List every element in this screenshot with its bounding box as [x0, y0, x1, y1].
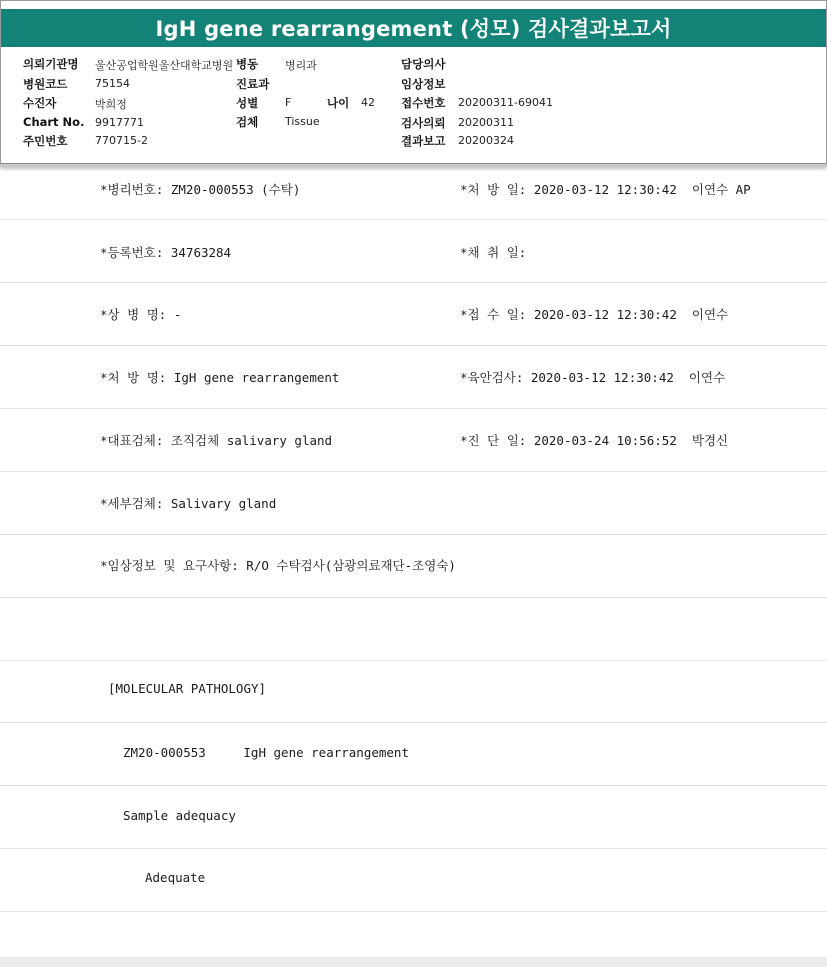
resident-no-label: 주민번호 — [23, 134, 68, 148]
prescription-date: *처 방 일: 2020-03-12 12:30:42 이연수 AP — [460, 182, 751, 197]
registration-no: *등록번호: 34763284 — [100, 245, 232, 260]
gross-exam: *육안검사: 2020-03-12 12:30:42 이연수 — [460, 370, 726, 385]
ward-value: 병리과 — [285, 59, 317, 72]
resident-no-value: 770715-2 — [95, 134, 148, 147]
report-row — [0, 849, 827, 912]
report-date-value: 20200324 — [458, 134, 514, 147]
adequacy-value: Adequate — [145, 870, 206, 885]
report-row — [0, 598, 827, 661]
receipt-date: *접 수 일: 2020-03-12 12:30:42 이연수 — [460, 307, 729, 322]
report-row — [0, 535, 827, 598]
age-value: 42 — [361, 96, 375, 109]
report-row — [0, 346, 827, 409]
examinee-label: 수진자 — [23, 96, 57, 110]
report-row — [0, 723, 827, 786]
report-row — [0, 409, 827, 472]
prescription-name: *처 방 명: IgH gene rearrangement — [100, 370, 340, 385]
institution-value: 울산공업학원울산대학교병원 — [95, 59, 234, 72]
hospital-code-value: 75154 — [95, 77, 130, 90]
sex-label: 성별 — [236, 96, 259, 110]
report-row — [0, 167, 827, 220]
report-row — [0, 283, 827, 346]
hospital-code-label: 병원코드 — [23, 77, 68, 91]
institution-label: 의뢰기관명 — [23, 57, 79, 71]
specimen-value: Tissue — [285, 115, 320, 128]
receipt-no-label: 접수번호 — [401, 96, 446, 110]
diagnosis-date: *진 단 일: 2020-03-24 10:56:52 박경신 — [460, 433, 729, 448]
chart-no-value: 9917771 — [95, 116, 144, 129]
request-value: 20200311 — [458, 116, 514, 129]
report-row — [0, 786, 827, 849]
section-heading: [MOLECULAR PATHOLOGY] — [108, 681, 267, 696]
age-label: 나이 — [327, 96, 350, 110]
report-row — [0, 661, 827, 723]
department-label: 진료과 — [236, 77, 270, 91]
patient-info-panel — [0, 0, 827, 163]
report-date-label: 결과보고 — [401, 134, 446, 148]
bottom-strip — [0, 957, 827, 967]
collection-date: *채 취 일: — [460, 245, 527, 260]
chart-no-label: Chart No. — [23, 115, 85, 129]
adequacy-label: Sample adequacy — [123, 808, 236, 823]
receipt-no-value: 20200311-69041 — [458, 96, 553, 109]
disease-name: *상 병 명: - — [100, 307, 182, 322]
main-specimen: *대표검체: 조직검체 salivary gland — [100, 433, 333, 448]
clinical-info-label: 임상정보 — [401, 77, 446, 91]
report-row — [0, 472, 827, 535]
pathology-no: *병리번호: ZM20-000553 (수탁) — [100, 182, 301, 197]
clinical-request: *임상정보 및 요구사항: R/O 수탁검사(삼광의료재단-조영숙) — [100, 558, 456, 573]
report-row — [0, 220, 827, 283]
examinee-value: 박희정 — [95, 98, 127, 111]
doctor-label: 담당의사 — [401, 57, 446, 71]
sub-specimen: *세부검체: Salivary gland — [100, 496, 277, 511]
specimen-label: 검체 — [236, 115, 259, 129]
report-title: IgH gene rearrangement (성모) 검사결과보고서 — [1, 9, 826, 47]
sex-value: F — [285, 96, 292, 109]
ward-label: 병동 — [236, 57, 259, 71]
case-line: ZM20-000553 IgH gene rearrangement — [123, 745, 409, 760]
request-label: 검사의뢰 — [401, 116, 446, 130]
